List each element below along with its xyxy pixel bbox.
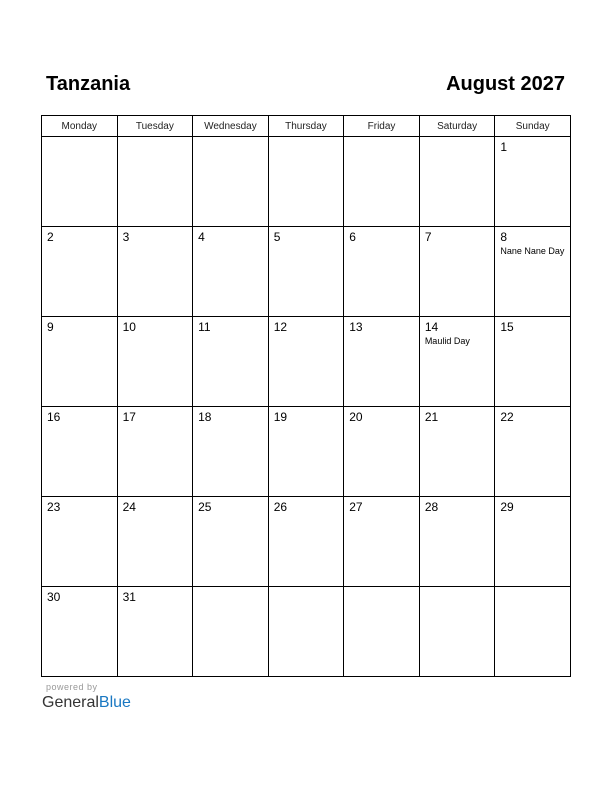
weekday-header: Sunday (495, 116, 571, 137)
calendar-day-cell (495, 497, 571, 587)
brand-general: General (42, 694, 99, 711)
calendar-day-cell (495, 587, 571, 677)
calendar-day-cell (419, 497, 495, 587)
calendar-day-cell (193, 137, 269, 227)
day-number: 16 (47, 410, 61, 424)
calendar-week-row (42, 317, 571, 407)
day-number: 27 (349, 500, 363, 514)
calendar-day-cell (495, 407, 571, 497)
day-number: 4 (198, 230, 205, 244)
month-year-title: August 2027 (446, 73, 565, 95)
day-number: 1 (500, 140, 508, 154)
calendar-day-cell (268, 587, 344, 677)
calendar-week-row (42, 587, 571, 677)
calendar-day-cell (42, 407, 118, 497)
day-number: 22 (500, 410, 514, 424)
day-number: 26 (273, 500, 288, 514)
holiday-label: Nane Nane Day (500, 246, 565, 256)
calendar-week-row (42, 137, 571, 227)
calendar-day-cell (117, 317, 193, 407)
calendar-day-cell (419, 407, 495, 497)
day-number: 20 (349, 410, 363, 424)
day-number: 23 (47, 500, 61, 514)
weekday-header-row (42, 116, 571, 137)
day-number: 30 (47, 590, 61, 604)
day-number: 17 (122, 410, 136, 424)
calendar-day-cell (42, 227, 118, 317)
calendar-day-cell (117, 587, 193, 677)
calendar-day-cell (344, 587, 420, 677)
holiday-label: Maulid Day (424, 336, 470, 346)
calendar-day-cell (268, 137, 344, 227)
day-number: 10 (122, 320, 136, 334)
powered-by-text: powered by (46, 682, 98, 692)
weekday-header: Friday (344, 116, 420, 137)
day-number: 9 (47, 320, 54, 334)
calendar-day-cell (42, 497, 118, 587)
day-number: 8 (500, 230, 508, 244)
country-title: Tanzania (46, 73, 131, 95)
day-number: 15 (500, 320, 514, 334)
weekday-header: Monday (42, 116, 118, 137)
calendar-day-cell (117, 137, 193, 227)
calendar-day-cell (419, 227, 495, 317)
calendar-day-cell (193, 317, 269, 407)
day-number: 19 (273, 410, 288, 424)
day-number: 11 (198, 320, 211, 334)
calendar-day-cell (117, 227, 193, 317)
brand-blue: Blue (98, 694, 131, 711)
calendar-week-row (42, 407, 571, 497)
calendar-day-cell (42, 587, 118, 677)
calendar-day-cell (193, 407, 269, 497)
calendar-day-cell (268, 497, 344, 587)
calendar-day-cell (193, 587, 269, 677)
calendar-day-cell (344, 227, 420, 317)
day-number: 25 (198, 500, 212, 514)
day-number: 12 (273, 320, 288, 334)
calendar-day-cell (268, 317, 344, 407)
calendar-day-cell (268, 407, 344, 497)
calendar-day-cell (42, 317, 118, 407)
generalblue-logo[interactable] (42, 693, 131, 713)
day-number: 6 (349, 230, 356, 244)
day-number: 14 (424, 320, 439, 334)
calendar-day-cell (117, 407, 193, 497)
calendar-day-cell (344, 497, 420, 587)
calendar-day-cell (495, 317, 571, 407)
day-number: 29 (500, 500, 514, 514)
calendar-day-cell (495, 227, 571, 317)
weekday-header: Thursday (268, 116, 344, 137)
calendar-day-cell (117, 497, 193, 587)
calendar-day-cell (419, 317, 495, 407)
calendar-day-cell (268, 227, 344, 317)
day-number: 2 (47, 230, 54, 244)
day-number: 21 (424, 410, 439, 424)
calendar-grid (41, 115, 571, 677)
day-number: 31 (122, 590, 136, 604)
day-number: 3 (122, 230, 130, 244)
calendar-day-cell (42, 137, 118, 227)
weekday-header: Saturday (419, 116, 495, 137)
day-number: 7 (424, 230, 432, 244)
calendar-day-cell (344, 317, 420, 407)
calendar-day-cell (193, 497, 269, 587)
calendar-body (42, 137, 571, 677)
weekday-header: Wednesday (193, 116, 269, 137)
day-number: 5 (273, 230, 281, 244)
calendar-day-cell (344, 137, 420, 227)
calendar-day-cell (419, 137, 495, 227)
day-number: 13 (349, 320, 363, 334)
day-number: 24 (122, 500, 136, 514)
day-number: 18 (198, 410, 212, 424)
calendar-week-row (42, 227, 571, 317)
calendar-day-cell (344, 407, 420, 497)
calendar-day-cell (193, 227, 269, 317)
calendar-week-row (42, 497, 571, 587)
weekday-header: Tuesday (117, 116, 193, 137)
day-number: 28 (424, 500, 439, 514)
calendar-day-cell (419, 587, 495, 677)
calendar-day-cell (495, 137, 571, 227)
